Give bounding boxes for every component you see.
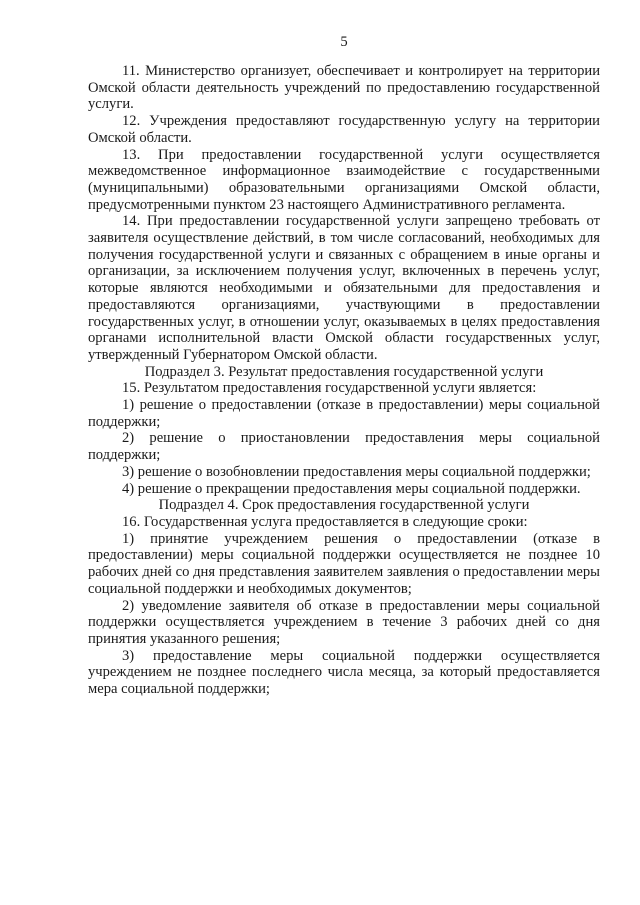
paragraph-15-item-3: 3) решение о возобновлении предоставления меры социальной поддержки; [122, 463, 591, 480]
paragraph-15: 15. Результатом предоставления государственной услуги является: [122, 380, 537, 397]
paragraph-15-item-4: 4) решение о прекращении предоставления меры социальной поддержки. [122, 480, 581, 497]
paragraph-11: 11. Министерство организует, обеспечивает и контролирует на территории Омской области деятельность учреждений по предоставлению государственной услуги. [88, 63, 600, 113]
paragraph-16-item-1: 1) принятие учреждением решения о предоставлении (отказе в предоставлении) меры социальной поддержки осуществляется не позднее 10 рабочих дней со дня представления заявителем заявления о предоставлении меры социальной поддержки и необходимых документов; [88, 530, 600, 597]
paragraph-16: 16. Государственная услуга предоставляется в следующие сроки: [122, 513, 528, 530]
paragraph-16-item-3: 3) предоставление меры социальной поддержки осуществляется учреждением не позднее последнего числа месяца, за который предоставляется мера социальной поддержки; [88, 647, 600, 698]
document-page [88, 0, 600, 905]
paragraph-12: 12. Учреждения предоставляют государственную услугу на территории Омской области. [88, 113, 600, 146]
section-4-heading: Подраздел 4. Срок предоставления государственной услуги [158, 497, 530, 514]
page-number: 5 [340, 34, 348, 50]
paragraph-15-item-1: 1) решение о предоставлении (отказе в предоставлении) меры социальной поддержки; [88, 397, 600, 430]
section-3-heading: Подраздел 3. Результат предоставления государственной услуги [144, 363, 544, 380]
paragraph-13: 13. При предоставлении государственной услуги осуществляется межведомственное информационное взаимодействие с государственными (муниципальными) образовательными организациями Омской области, предусмотренными пунктом 23 настоящего Административного регламента. [88, 146, 600, 213]
paragraph-16-item-2: 2) уведомление заявителя об отказе в предоставлении меры социальной поддержки осуществляется учреждением в течение 3 рабочих дней со дня принятия указанного решения; [88, 597, 600, 647]
paragraph-14: 14. При предоставлении государственной услуги запрещено требовать от заявителя осуществление действий, в том числе согласований, необходимых для получения государственной услуги и связанных с обращением в иные органы и организации, за исключением получения услуг, включенных в перечень услуг, которые являются необходимыми и обязательными для предоставления и предоставляются организациями, участвующими в предоставлении государственных услуг, в отношении услуг, оказываемых в целях предоставления органами исполнительной власти Омской области государственных услуг, утвержденный Губернатором Омской области. [88, 213, 600, 363]
document-body [88, 63, 600, 698]
paragraph-15-item-2: 2) решение о приостановлении предоставления меры социальной поддержки; [88, 430, 600, 464]
